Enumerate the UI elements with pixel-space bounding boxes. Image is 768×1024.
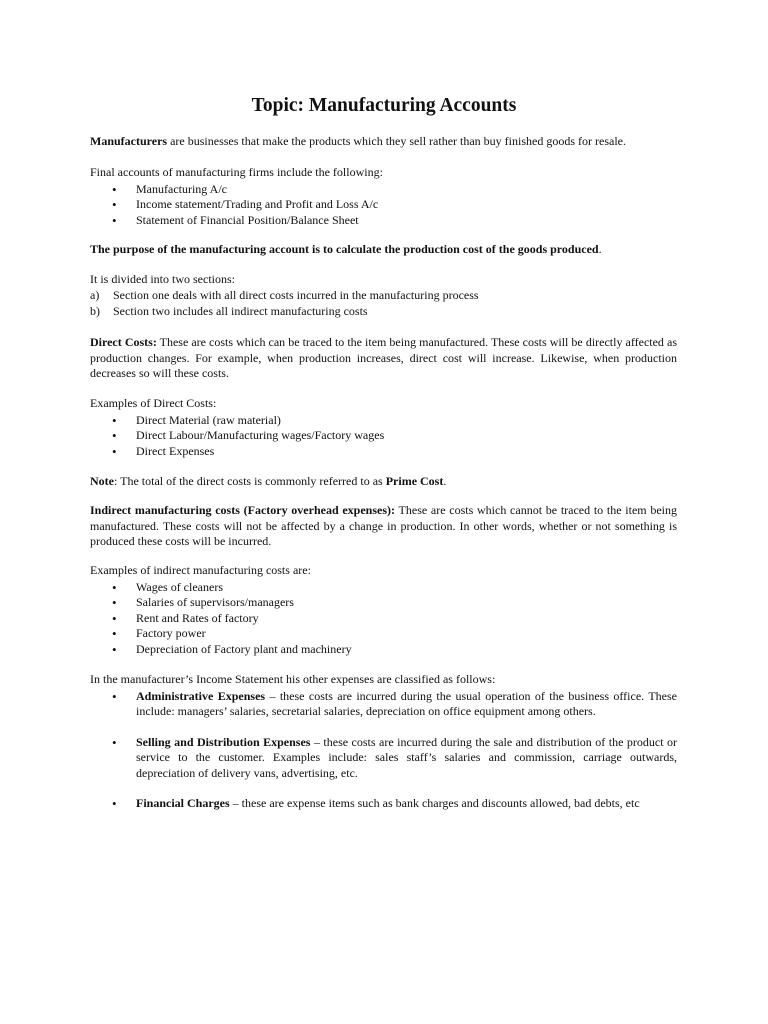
list-item: • Direct Labour/Manufacturing wages/Factory wages (90, 428, 677, 444)
expense-term: Selling and Distribution Expenses (136, 734, 311, 749)
expense-text: – these costs are incurred during the usual operation of the business office. These include: managers’ salaries, secretarial salaries, depreciation on office equipment among others. (136, 688, 677, 718)
intro-text: are businesses that make the products which they sell rather than buy finished goods for resale. (167, 134, 626, 148)
list-item: • Rent and Rates of factory (90, 611, 677, 627)
intro-term: Manufacturers (90, 134, 168, 148)
indirect-examples-list (90, 580, 677, 658)
list-item (90, 796, 677, 812)
direct-costs-paragraph (90, 335, 677, 382)
final-accounts-list (90, 182, 677, 229)
list-item: • Manufacturing A/c (90, 182, 677, 198)
list-item: • Salaries of supervisors/managers (90, 595, 677, 611)
list-item: • Factory power (90, 626, 677, 642)
list-item (90, 288, 677, 304)
expense-classes-list (90, 689, 677, 812)
list-marker: b) (90, 304, 100, 318)
final-accounts-lead: Final accounts of manufacturing firms include the following: (90, 165, 383, 179)
expense-text: – these are expense items such as bank charges and discounts allowed, bad debts, etc (229, 796, 640, 810)
list-item (90, 735, 677, 782)
note-end: . (443, 474, 447, 488)
expense-text: – these costs are incurred during the sale and distribution of the product or service to the customer. Examples include: sales staff’s salaries and commission, carriage outwards, depreciation of delivery vans, advertising, etc. (136, 734, 677, 780)
purpose-statement: The purpose of the manufacturing account is to calculate the production cost of the goods produced (90, 242, 599, 256)
list-item: • Statement of Financial Position/Balance Sheet (90, 213, 677, 229)
list-item: • Wages of cleaners (90, 580, 677, 596)
expense-term: Financial Charges (136, 796, 230, 810)
prime-cost-term: Prime Cost (385, 474, 444, 488)
list-item: • Income statement/Trading and Profit and Loss A/c (90, 197, 677, 213)
intro-paragraph (90, 134, 677, 150)
direct-examples-list (90, 413, 677, 460)
direct-examples-section (90, 396, 677, 459)
list-text: Section one deals with all direct costs incurred in the manufacturing process (113, 287, 479, 302)
page-title: Topic: Manufacturing Accounts (251, 95, 517, 116)
note-text: : The total of the direct costs is commonly referred to as (114, 474, 386, 488)
indirect-examples-section (90, 563, 677, 657)
list-item: • Direct Expenses (90, 444, 677, 460)
list-item: • Direct Material (raw material) (90, 413, 677, 429)
expense-term: Administrative Expenses (136, 688, 266, 703)
income-statement-lead: In the manufacturer’s Income Statement his other expenses are classified as follows: (90, 672, 496, 686)
direct-examples-lead: Examples of Direct Costs: (90, 396, 217, 410)
list-text: Section two includes all indirect manufacturing costs (113, 304, 368, 318)
direct-costs-term: Direct Costs: (90, 335, 157, 349)
list-item (90, 304, 677, 320)
sections-lead: It is divided into two sections: (90, 272, 235, 286)
indirect-costs-paragraph (90, 503, 677, 550)
note-label: Note (90, 474, 114, 488)
direct-costs-text: These are costs which can be traced to the item being manufactured. These costs will be directly affected as production changes. For example, when production increases, direct cost will increase. Likewise, when production decreases so will these costs. (90, 335, 677, 380)
income-statement-section (90, 672, 677, 812)
final-accounts-section (90, 165, 677, 228)
indirect-costs-term: Indirect manufacturing costs (Factory overhead expenses): (90, 503, 396, 517)
list-item: • Depreciation of Factory plant and machinery (90, 642, 677, 658)
sections-list (90, 288, 677, 320)
list-item (90, 689, 677, 720)
list-marker: a) (90, 287, 100, 302)
note-paragraph (90, 474, 677, 490)
sections-section (90, 272, 677, 320)
indirect-examples-lead: Examples of indirect manufacturing costs are: (90, 563, 311, 577)
indirect-costs-text: These are costs which cannot be traced to the item being manufactured. These costs will not be affected by a change in production. In other words, whether or not something is produced these costs will be incurred. (90, 503, 678, 548)
purpose-end: . (598, 242, 602, 256)
purpose-paragraph (90, 242, 677, 258)
